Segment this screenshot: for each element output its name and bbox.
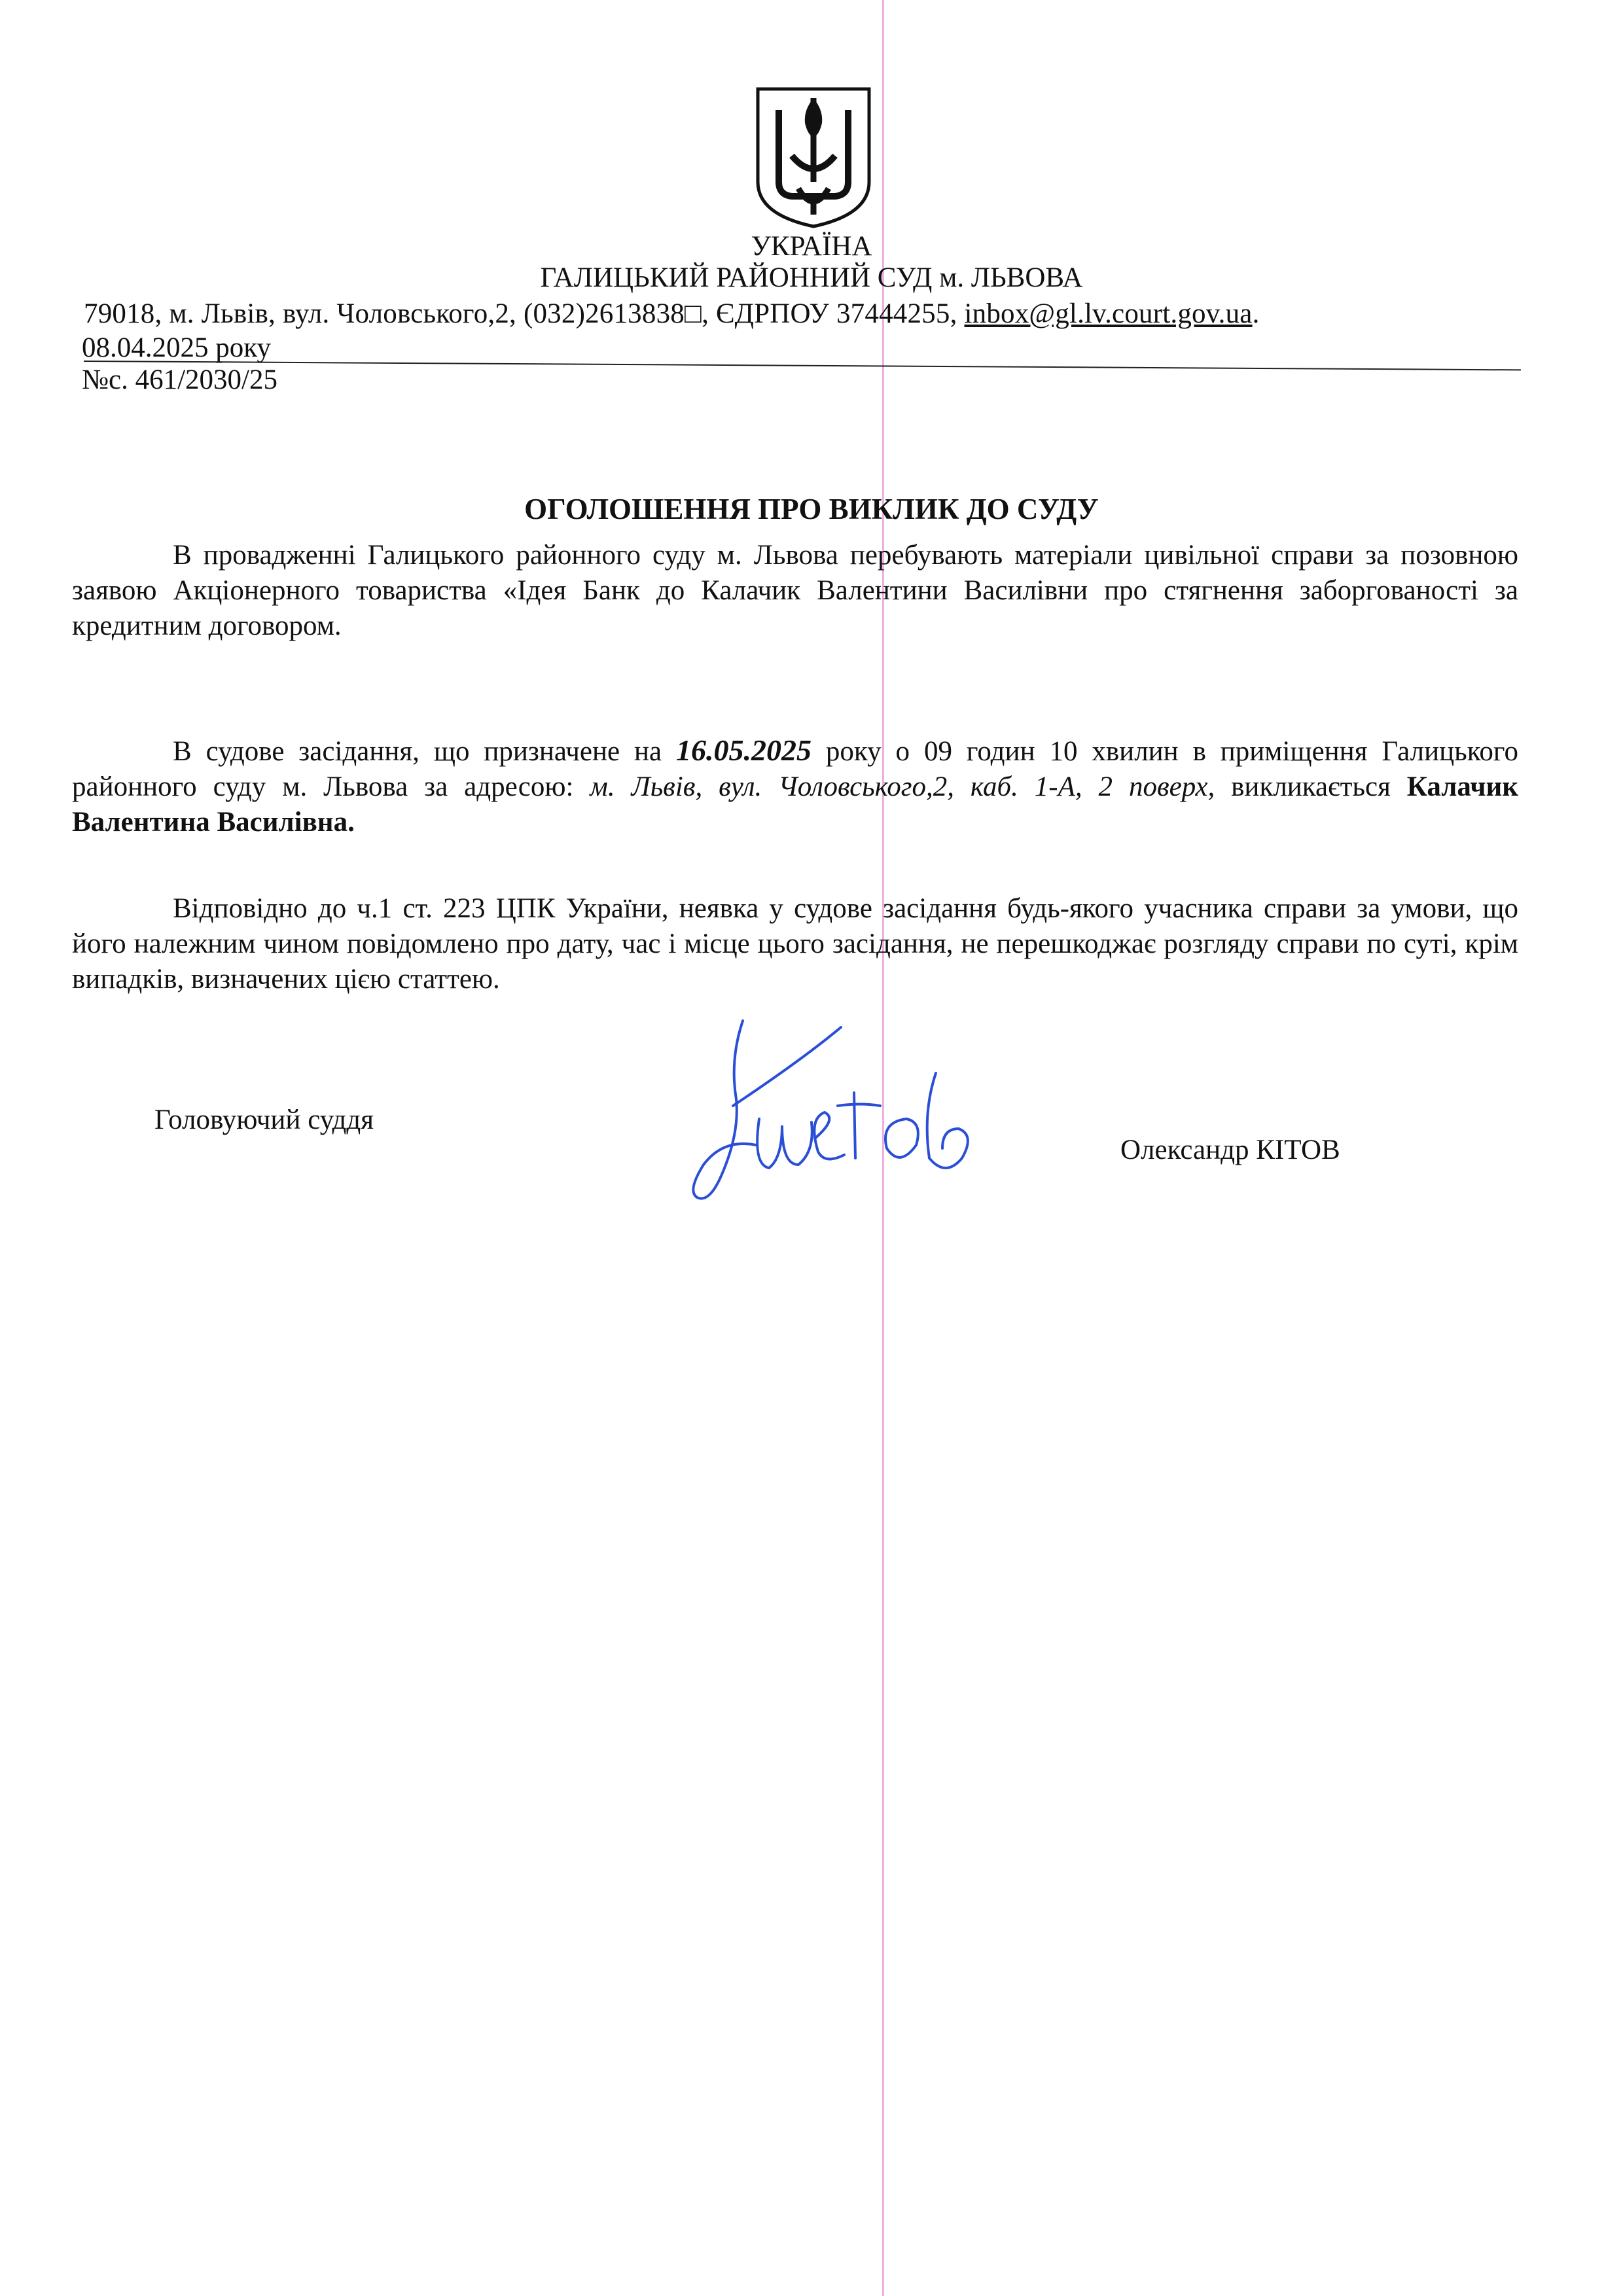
document-title: ОГОЛОШЕННЯ ПРО ВИКЛИК ДО СУДУ <box>524 493 1099 525</box>
paragraph-legal-basis <box>72 891 1518 997</box>
case-number: №с. 461/2030/25 <box>82 364 278 395</box>
court-address: 79018, м. Львів, вул. Чоловського,2, (032)2613838□, ЄДРПОУ 37444255, <box>84 298 965 329</box>
handwritten-signature <box>684 1008 1011 1217</box>
paragraph-proceedings-text: В провадженні Галицького районного суду м. Львова перебувають матеріали цивільної справи за позовною заявою Акціонерного товариства «Ідея Банк до Калачик Валентини Василівни про стягнення заборгованості за кредитним договором. <box>72 540 1518 641</box>
summoned-person: Калачик Валентина Василівна. <box>72 771 1518 838</box>
header-divider <box>84 361 1521 370</box>
hearing-text-c: викликається <box>1215 771 1407 802</box>
court-name: ГАЛИЦЬКИЙ РАЙОННИЙ СУД м. ЛЬВОВА <box>540 262 1083 293</box>
document-date: 08.04.2025 року <box>82 332 272 363</box>
court-email-link[interactable]: inbox@gl.lv.court.gov.ua <box>964 298 1253 329</box>
hearing-address: м. Львів, вул. Чоловського,2, каб. 1-А, 2 поверх, <box>590 771 1215 802</box>
hearing-text-b: року о 09 годин 10 хвилин в приміщення Галицького районного суду м. Львова за адресою: <box>72 736 1518 802</box>
judge-name: Олександр КІТОВ <box>1120 1135 1340 1165</box>
paragraph-hearing <box>72 733 1518 840</box>
paragraph-legal-basis-text: Відповідно до ч.1 ст. 223 ЦПК України, неявка у судове засідання будь-якого учасника справи за умови, що його належним чином повідомлено про дату, час і місце цього засідання, не перешкоджає розгляду справи по суті, крім випадків, визначених цією статтею. <box>72 893 1518 995</box>
country-title: УКРАЇНА <box>751 231 872 262</box>
judge-role: Головуючий суддя <box>154 1104 374 1135</box>
trident-coat-of-arms-icon <box>753 84 874 230</box>
hearing-text-a: В судове засідання, що призначене на <box>173 736 676 767</box>
hearing-date: 16.05.2025 <box>675 733 812 767</box>
paragraph-proceedings <box>72 538 1518 644</box>
address-period: . <box>1252 298 1260 329</box>
court-address-line <box>84 298 1260 330</box>
